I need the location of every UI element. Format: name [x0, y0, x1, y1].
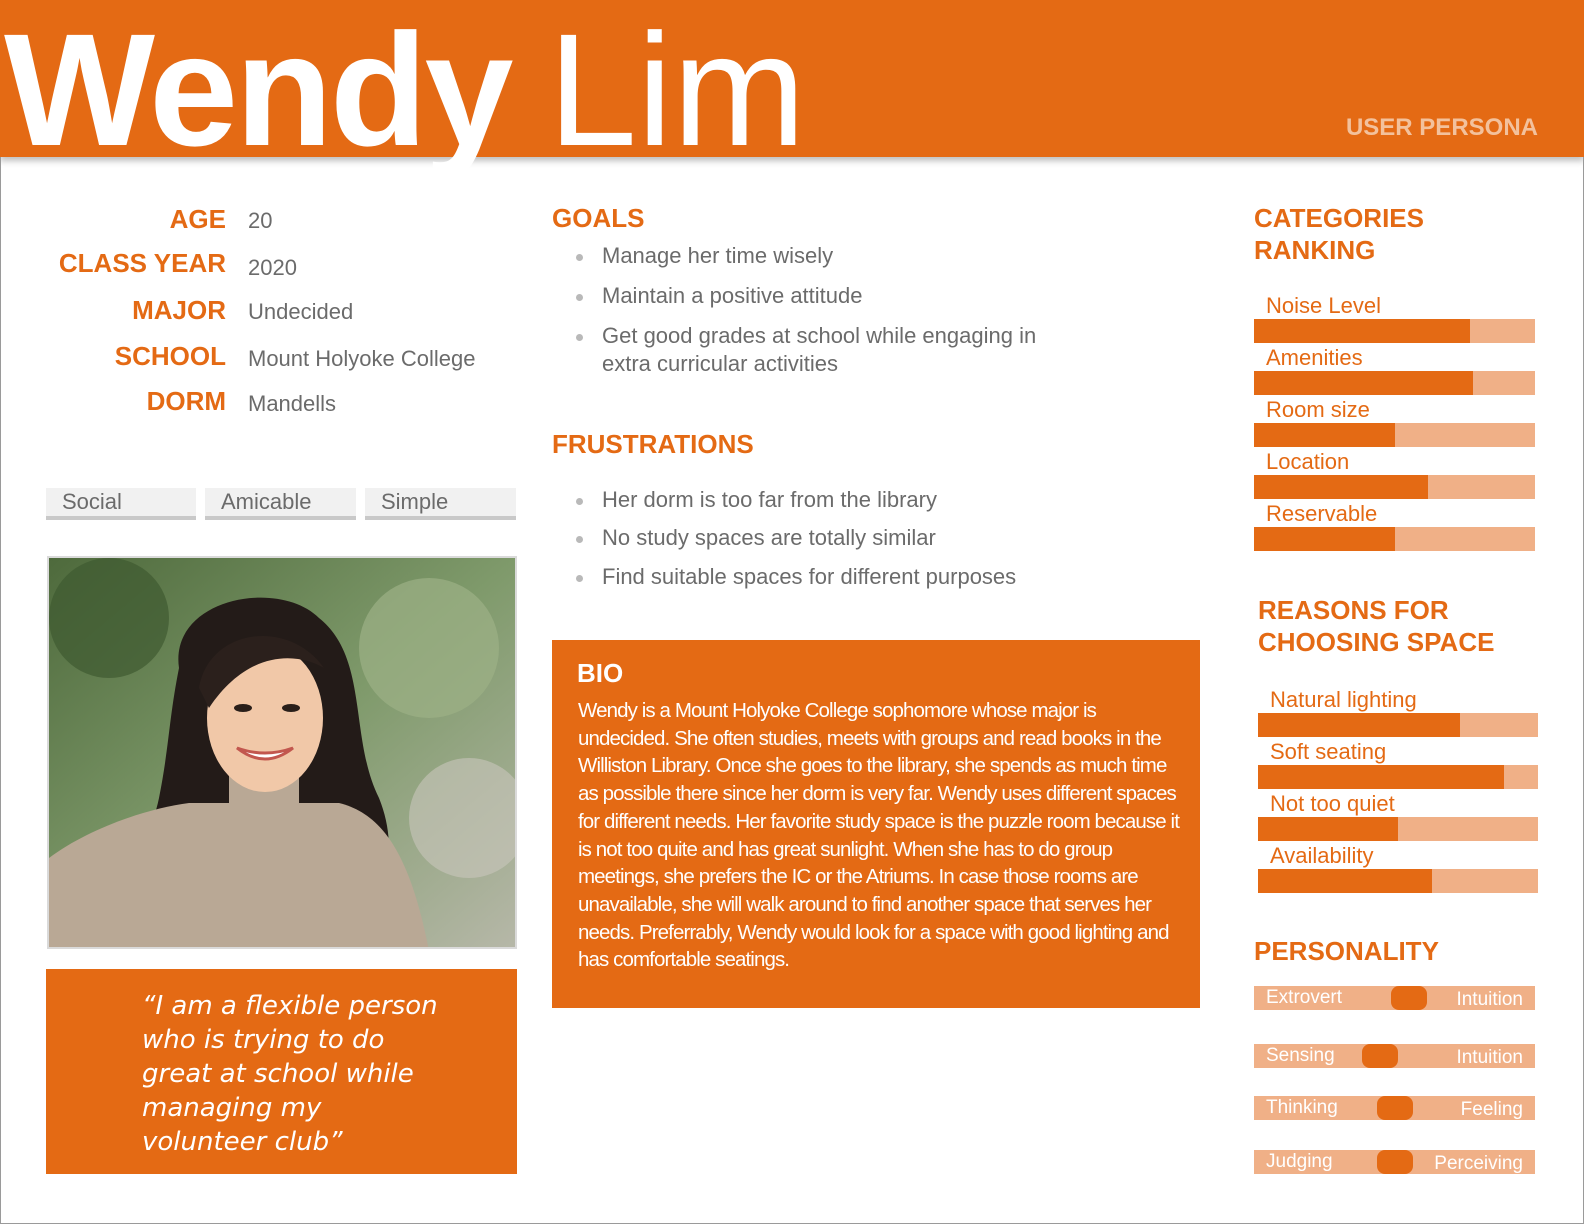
user-persona-tag: USER PERSONA	[1345, 114, 1538, 141]
personality-left-label: Thinking	[1266, 1097, 1338, 1118]
personality-right-label: Feeling	[1460, 1099, 1523, 1120]
school-value: Mount Holyoke College	[248, 346, 476, 371]
category-ranking-bar	[1254, 371, 1535, 395]
categories-title-line2: RANKING	[1254, 235, 1376, 265]
major-label: MAJOR	[132, 295, 226, 325]
school-label: SCHOOL	[114, 341, 226, 371]
category-ranking-bar-fill	[1254, 371, 1473, 395]
reason-ranking-bar	[1258, 765, 1538, 789]
category-ranking-bar-fill	[1254, 423, 1395, 447]
dorm-label: DORM	[146, 386, 226, 416]
category-ranking-bar	[1254, 319, 1535, 343]
reasons-title-line2: CHOOSING SPACE	[1258, 627, 1495, 657]
category-ranking-label: Noise Level	[1266, 293, 1381, 318]
category-ranking-bar-fill	[1254, 319, 1470, 343]
frustration-item: Her dorm is too far from the library	[552, 486, 1112, 514]
goal-item: Manage her time wisely	[552, 242, 1072, 270]
bio-title: BIO	[577, 658, 624, 688]
reason-ranking-label: Availability	[1270, 843, 1374, 868]
category-ranking-bar	[1254, 423, 1535, 447]
reasons-title-line1: REASONS FOR	[1258, 595, 1449, 625]
categories-title	[1254, 202, 1424, 266]
personality-slider-knob	[1391, 986, 1427, 1010]
trait-tag-social: Social	[46, 488, 196, 520]
portrait-illustration	[49, 558, 517, 949]
quote-box	[46, 969, 517, 1174]
category-ranking-bar	[1254, 527, 1535, 551]
personality-left-label: Judging	[1266, 1151, 1333, 1172]
trait-tag-simple: Simple	[365, 488, 516, 520]
category-ranking-label: Location	[1266, 449, 1350, 474]
categories-title-line1: CATEGORIES	[1254, 203, 1424, 233]
reason-ranking-bar	[1258, 713, 1538, 737]
category-ranking-bar	[1254, 475, 1535, 499]
reason-ranking-bar	[1258, 869, 1538, 893]
goal-item: Maintain a positive attitude	[552, 282, 1072, 310]
personality-slider-knob	[1362, 1044, 1398, 1068]
reason-ranking-bar-fill	[1258, 765, 1504, 789]
frustrations-list	[552, 486, 1112, 591]
bio-text: Wendy is a Mount Holyoke College sophomore whose major is undecided. She often studies, meets with groups and read books in the Williston Library. Once she goes to the library, she spends as much time as possible there since her dorm is very far. Wendy uses different spaces for different needs. Her favorite study space is the puzzle room because it is not too quite and has great sunlight. When she has to do group meetings, she prefers the IC or the Atriums. In case those rooms are unavailable, she will walk around to find another space that serves her needs. Preferrably, Wendy would look for a space with good lighting and has comfortable seatings.	[578, 699, 1180, 972]
personality-slider	[1254, 986, 1535, 1010]
bio-box	[552, 640, 1200, 1008]
category-ranking-label: Reservable	[1266, 501, 1378, 526]
category-ranking-bar-fill	[1254, 527, 1395, 551]
age-label: AGE	[169, 204, 226, 234]
persona-quote: “I am a flexible person who is trying to do great at school while managing my volunteer club”	[142, 991, 438, 1157]
header-banner	[0, 0, 1584, 179]
category-ranking-label: Room size	[1266, 397, 1370, 422]
class-year-value: 2020	[248, 255, 297, 280]
category-ranking-bar-fill	[1254, 475, 1428, 499]
goals-title: GOALS	[552, 203, 645, 233]
persona-last-name: Lim	[548, 0, 806, 179]
personality-slider	[1254, 1044, 1535, 1068]
frustration-item: No study spaces are totally similar	[552, 524, 1112, 552]
reasons-title	[1258, 594, 1494, 658]
personality-slider	[1254, 1150, 1535, 1174]
reason-ranking-bar-fill	[1258, 869, 1432, 893]
persona-photo	[47, 556, 517, 949]
personality-right-label: Intuition	[1456, 1047, 1523, 1068]
dorm-value: Mandells	[248, 391, 337, 416]
frustrations-title: FRUSTRATIONS	[552, 429, 754, 459]
reason-ranking-label: Soft seating	[1270, 739, 1387, 764]
goal-item: Get good grades at school while engaging in extra curricular activities	[552, 322, 1072, 378]
personality-left-label: Sensing	[1266, 1045, 1335, 1066]
reason-ranking-bar-fill	[1258, 713, 1460, 737]
trait-tag-amicable: Amicable	[205, 488, 356, 520]
goals-list	[552, 242, 1072, 378]
personality-left-label: Extrovert	[1266, 987, 1343, 1008]
personality-slider-knob	[1377, 1150, 1413, 1174]
personality-slider-knob	[1377, 1096, 1413, 1120]
major-value: Undecided	[248, 299, 354, 324]
reason-ranking-bar	[1258, 817, 1538, 841]
reason-ranking-label: Natural lighting	[1270, 687, 1417, 712]
category-ranking-label: Amenities	[1266, 345, 1363, 370]
personality-title: PERSONALITY	[1254, 936, 1439, 966]
personality-right-label: Perceiving	[1434, 1153, 1523, 1174]
reason-ranking-bar-fill	[1258, 817, 1398, 841]
personality-slider	[1254, 1096, 1535, 1120]
class-year-label: CLASS YEAR	[58, 248, 226, 278]
frustration-item: Find suitable spaces for different purposes	[552, 563, 1112, 591]
reason-ranking-label: Not too quiet	[1270, 791, 1395, 816]
personality-right-label: Intuition	[1456, 989, 1523, 1010]
persona-first-name: Wendy	[4, 0, 511, 179]
age-value: 20	[248, 208, 273, 233]
